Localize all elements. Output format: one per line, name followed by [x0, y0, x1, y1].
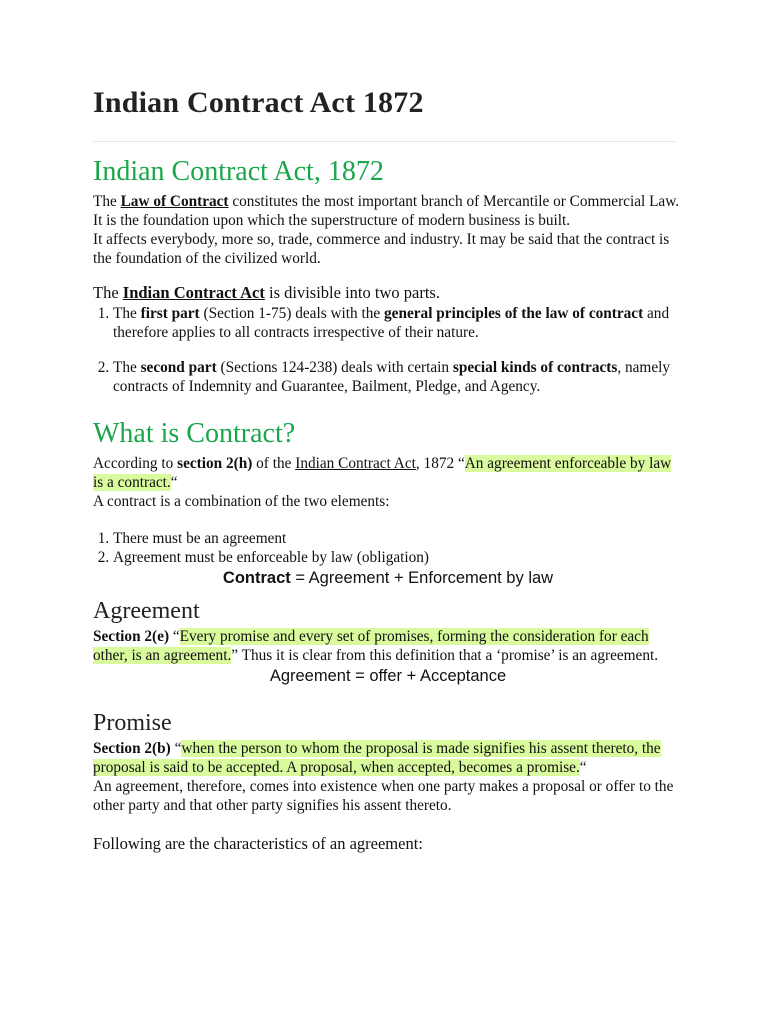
characteristics-intro: Following are the characteristics of an agreement: — [93, 834, 423, 853]
text-run: The — [113, 359, 141, 376]
text-run: “ — [170, 740, 182, 757]
section-heading-agreement: Agreement — [93, 598, 200, 624]
contract-formula — [93, 567, 683, 589]
law-of-contract-link[interactable]: Law of Contract — [120, 193, 229, 210]
list-item: 1. There must be an agreement — [113, 529, 683, 548]
document-title: Indian Contract Act 1872 — [93, 86, 424, 119]
text-run: , namely contracts of Indemnity and Guarantee, Bailment, Pledge, and Agency. — [113, 359, 671, 395]
bold-text: Section 2(b) — [93, 740, 171, 757]
indian-contract-act-link[interactable]: Indian Contract Act — [295, 455, 416, 472]
text-run: “ — [170, 474, 178, 491]
list-item — [113, 304, 683, 342]
list-item: 2. Agreement must be enforceable by law (obligation) — [113, 548, 683, 567]
bold-text: second part — [140, 359, 217, 376]
text-run: and therefore applies to all contracts irrespective of their nature. — [113, 305, 670, 341]
highlighted-definition: Every promise and every set of promises, forming the consideration for each other, is an agreement. — [93, 628, 649, 664]
agreement-existence-paragraph: An agreement, therefore, comes into existence when one party makes a proposal or offer to the other party and that other party signifies his assent thereto. — [93, 778, 674, 814]
law-of-contract-paragraph — [93, 192, 683, 230]
bold-text: section 2(h) — [177, 455, 253, 472]
text-run: = Agreement + Enforcement by law — [290, 569, 554, 587]
text-run: (Section 1-75) deals with the — [199, 305, 385, 322]
text-run: constitutes the most important branch of Mercantile or Commercial Law. It is the foundation upon which the superstructure of modern business is built. — [93, 193, 680, 229]
section-heading-promise: Promise — [93, 710, 172, 736]
text-run: The — [93, 193, 121, 210]
section-heading-act: Indian Contract Act, 1872 — [93, 156, 384, 187]
text-run: “ — [169, 628, 180, 645]
text-run: “ — [579, 759, 587, 776]
highlighted-definition: when the person to whom the proposal is made signifies his assent thereto, the proposal is said to be accepted. A proposal, when accepted, becomes a promise. — [93, 740, 661, 776]
combination-paragraph: A contract is a combination of the two elements: — [93, 493, 390, 510]
highlighted-definition: An agreement enforceable by law is a contract. — [93, 455, 672, 491]
list-item — [113, 358, 683, 396]
bold-text: Contract — [222, 569, 291, 587]
indian-contract-act-link[interactable]: Indian Contract Act — [122, 283, 265, 302]
bold-text: Section 2(e) — [93, 628, 170, 645]
text-run: ” Thus it is clear from this definition that a ‘promise’ is an agreement. — [231, 647, 659, 664]
text-run: , 1872 “ — [415, 455, 465, 472]
text-run: According to — [93, 455, 178, 472]
section-heading-what-is-contract: What is Contract? — [93, 418, 296, 449]
bold-text: general principles of the law of contract — [384, 305, 644, 322]
bold-text: first part — [140, 305, 200, 322]
agreement-formula: Agreement = offer + Acceptance — [269, 667, 507, 685]
two-parts-paragraph — [93, 282, 683, 304]
section-2b-paragraph — [93, 739, 683, 777]
section-2e-paragraph — [93, 627, 683, 665]
document-body — [93, 152, 683, 855]
title-divider — [93, 141, 676, 142]
section-2h-quote — [93, 454, 683, 492]
text-run: The — [93, 283, 123, 302]
bold-text: special kinds of contracts — [452, 359, 618, 376]
text-run: (Sections 124-238) deals with certain — [216, 359, 453, 376]
text-run: of the — [252, 455, 296, 472]
elements-list — [93, 529, 683, 567]
affects-everybody-paragraph: It affects everybody, more so, trade, commerce and industry. It may be said that the contract is the foundation of the civilized world. — [93, 231, 670, 267]
text-run: The — [113, 305, 141, 322]
parts-list — [93, 304, 683, 396]
text-run: is divisible into two parts. — [264, 283, 440, 302]
